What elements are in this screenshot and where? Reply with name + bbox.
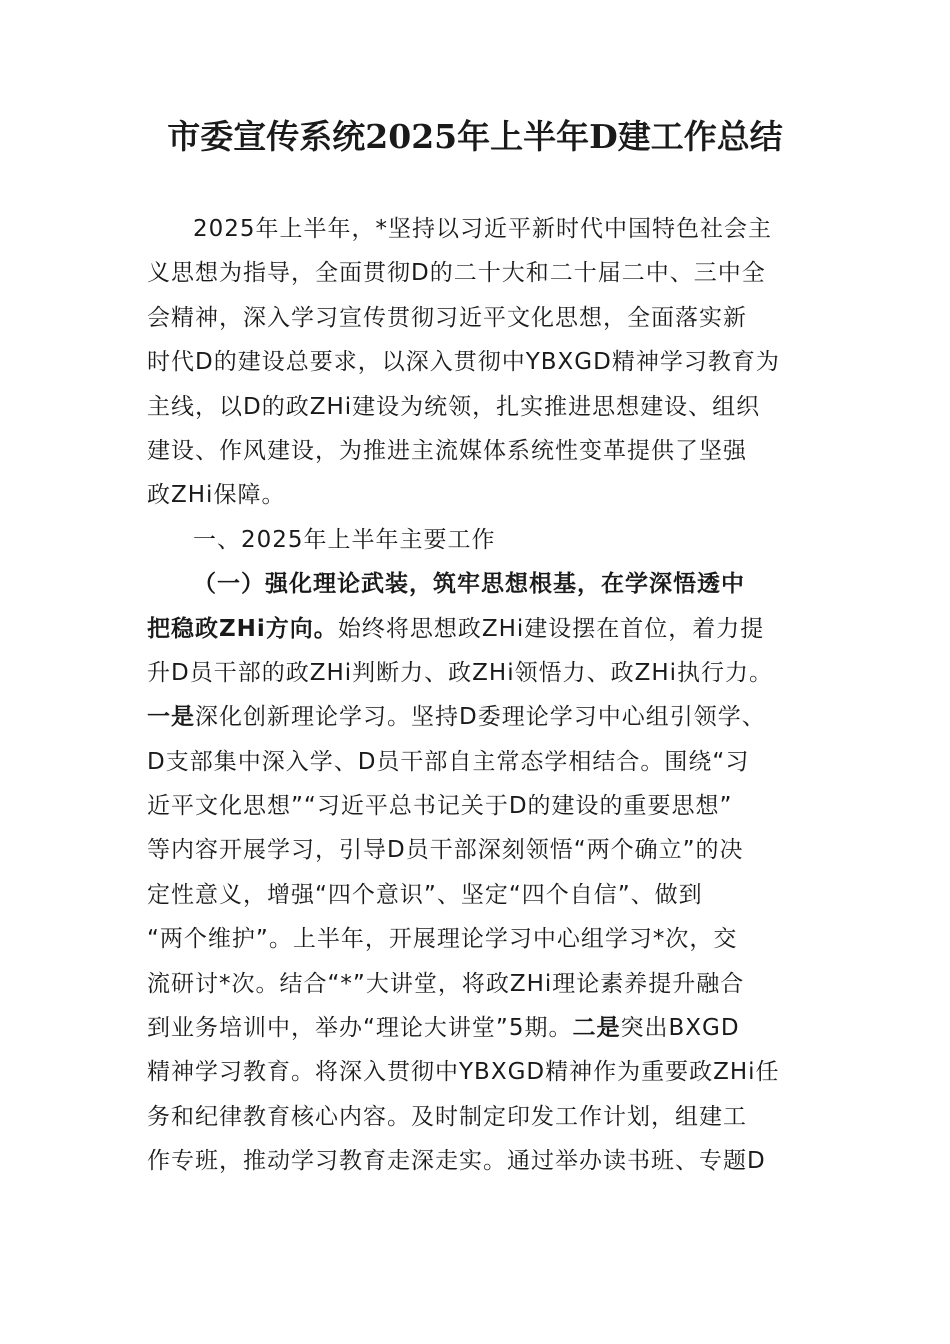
paragraph-line: 会精神，深入学习宣传贯彻习近平文化思想，全面落实新 [147, 304, 747, 331]
paragraph-text: 深化创新理论学习。坚持D委理论学习中心组引领学、 [195, 704, 766, 731]
paragraph-line: “两个维护”。上半年，开展理论学习中心组学习*次，交 [147, 926, 738, 953]
paragraph-line: D支部集中深入学、D员干部自主常态学相结合。围绕“习 [147, 748, 750, 775]
paragraph-line: 流研讨*次。结合“*”大讲堂，将政ZHi理论素养提升融合 [147, 970, 745, 997]
point-label-2: 二是 [572, 1015, 621, 1042]
paragraph-text: 突出BXGD [620, 1015, 740, 1042]
paragraph-line: 精神学习教育。将深入贯彻中YBXGD精神作为重要政ZHi任 [147, 1059, 780, 1086]
paragraph-line [147, 1006, 807, 1050]
paragraph-line: 时代D的建设总要求，以深入贯彻中YBXGD精神学习教育为 [147, 349, 780, 376]
subsection-heading: （一）强化理论武装，筑牢思想根基，在学深悟透中 [193, 571, 745, 598]
paragraph-line: 作专班，推动学习教育走深走实。通过举办读书班、专题D [147, 1148, 766, 1175]
paragraph-line: 义思想为指导，全面贯彻D的二十大和二十届二中、三中全 [147, 260, 766, 287]
section-heading: 一、2025年上半年主要工作 [193, 526, 496, 553]
document-body [147, 207, 807, 1184]
paragraph-line: 务和纪律教育核心内容。及时制定印发工作计划，组建工 [147, 1103, 747, 1130]
paragraph-line: 近平文化思想”“习近平总书记关于D的建设的重要思想” [147, 793, 733, 820]
paragraph-text: 始终将思想政ZHi建设摆在首位，着力提 [337, 615, 765, 642]
subsection-heading-end: 把稳政ZHi方向。 [147, 615, 338, 642]
paragraph-text: 到业务培训中，举办“理论大讲堂”5期。 [147, 1015, 573, 1042]
paragraph-line [147, 607, 807, 651]
paragraph-line: 定性意义，增强“四个意识”、坚定“四个自信”、做到 [147, 881, 703, 908]
paragraph-line: 政ZHi保障。 [147, 482, 286, 509]
point-label-1: 一是 [147, 704, 195, 731]
document-title: 市委宣传系统2025年上半年D建工作总结 [167, 117, 783, 156]
paragraph-line: 建设、作风建设，为推进主流媒体系统性变革提供了坚强 [147, 437, 747, 464]
paragraph-line: 2025年上半年，*坚持以习近平新时代中国特色社会主 [193, 216, 773, 242]
paragraph-line: 等内容开展学习，引导D员干部深刻领悟“两个确立”的决 [147, 837, 744, 864]
paragraph-line: 主线，以D的政ZHi建设为统领，扎实推进思想建设、组织 [147, 393, 761, 420]
paragraph-line [147, 695, 807, 739]
paragraph-line: 升D员干部的政ZHi判断力、政ZHi领悟力、政ZHi执行力。 [147, 659, 774, 686]
